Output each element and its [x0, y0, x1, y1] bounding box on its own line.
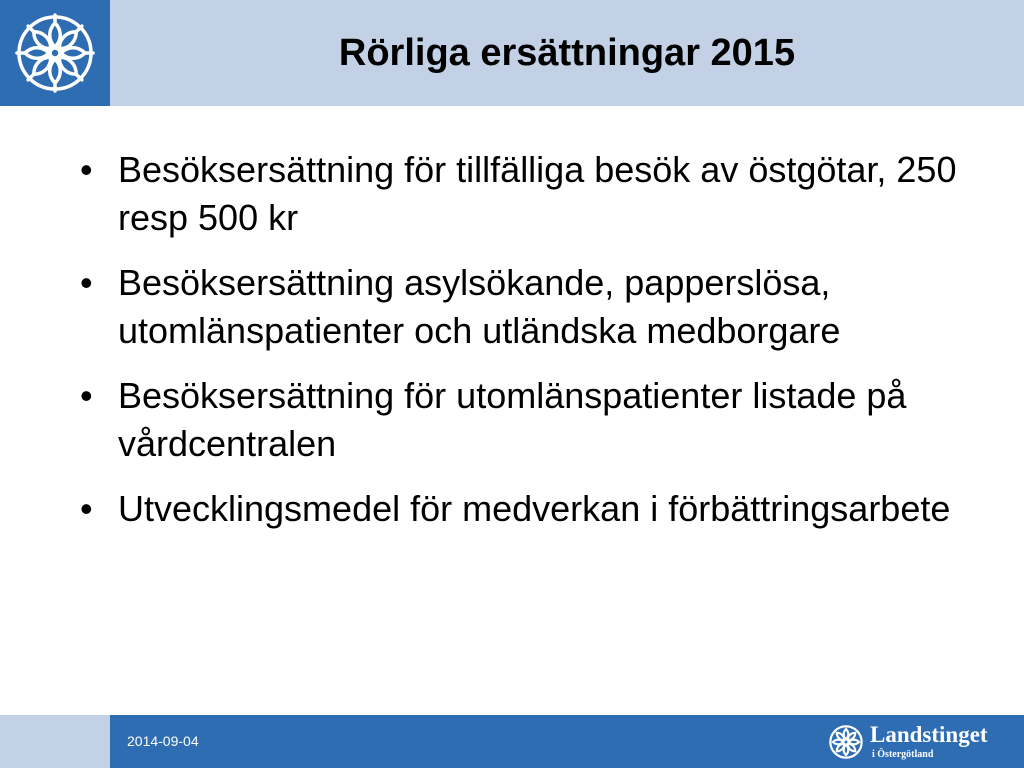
footer-logo	[826, 720, 1016, 764]
snowflake-flower-icon	[826, 722, 866, 762]
bullet-text: Besöksersättning för utomlänspatienter listade på vårdcentralen	[118, 375, 907, 464]
bullet-item	[80, 146, 980, 242]
bullet-glyph: •	[80, 375, 93, 416]
bullet-item	[80, 372, 980, 468]
bullet-text: Utvecklingsmedel för medverkan i förbättringsarbete	[118, 488, 951, 529]
bullet-text: Besöksersättning asylsökande, papperslösa, utomlänspatienter och utländska medborgare	[118, 262, 841, 351]
footer-left-block	[0, 715, 110, 768]
footer-date: 2014-09-04	[127, 733, 199, 749]
bullet-glyph: •	[80, 262, 93, 303]
brand-subtitle: i Östergötland	[872, 749, 934, 760]
brand-name: Landstinget	[870, 722, 988, 747]
header-logo	[0, 0, 110, 106]
bullet-list	[80, 146, 980, 550]
bullet-glyph: •	[80, 149, 93, 190]
bullet-item	[80, 259, 980, 355]
snowflake-flower-icon	[9, 8, 101, 98]
bullet-glyph: •	[80, 488, 93, 529]
slide-title: Rörliga ersättningar 2015	[338, 32, 796, 74]
bullet-item	[80, 485, 980, 533]
bullet-text: Besöksersättning för tillfälliga besök av östgötar, 250 resp 500 kr	[118, 149, 957, 238]
